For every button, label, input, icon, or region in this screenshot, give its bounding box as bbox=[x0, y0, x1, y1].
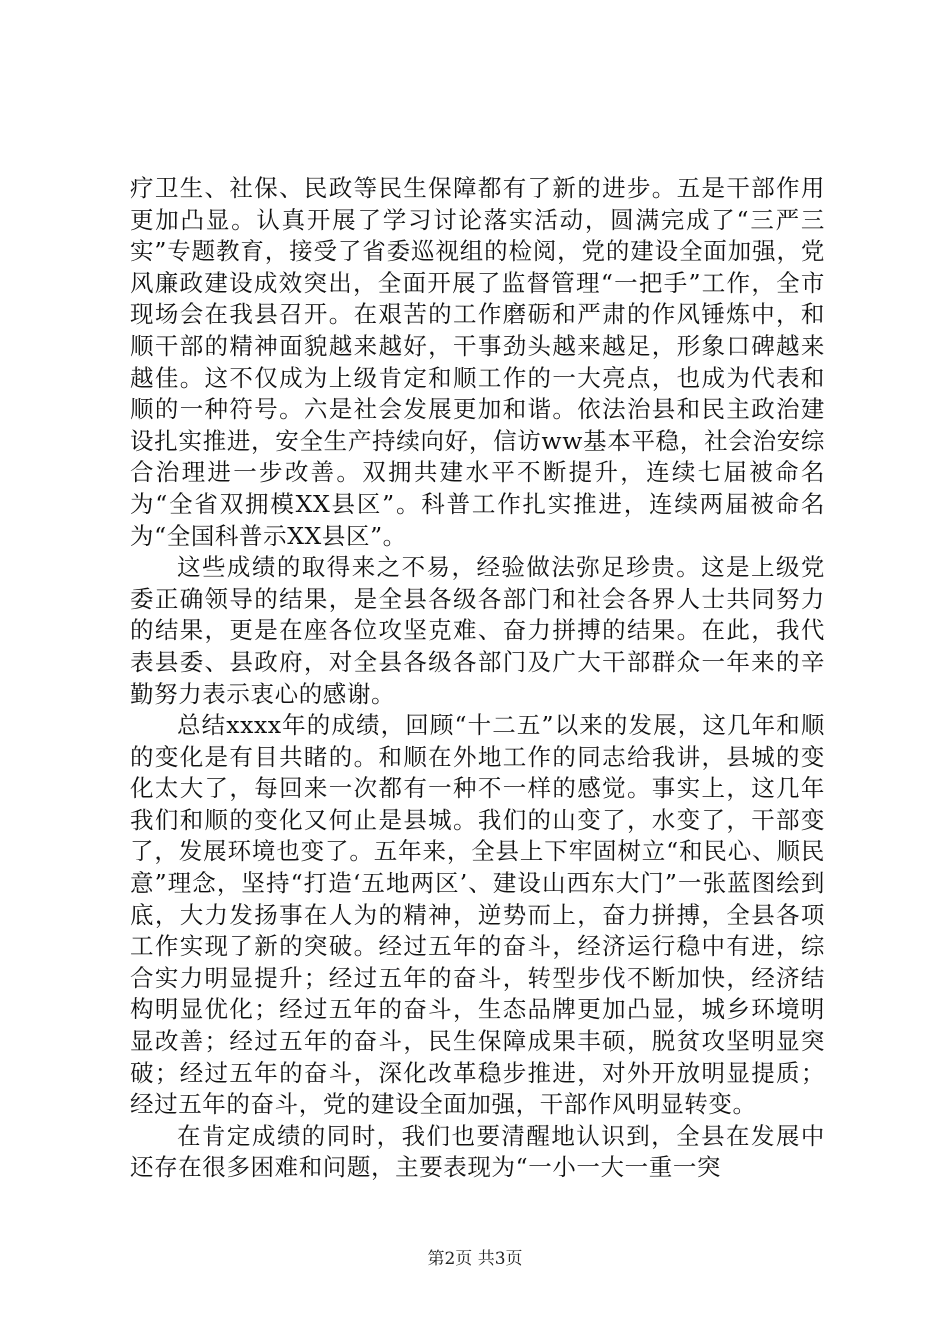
paragraph-2: 这些成绩的取得来之不易，经验做法弥足珍贵。这是上级党委正确领导的结果，是全县各级各部门和社会各界人士共同努力的结果，更是在座各位攻坚克难、奋力拼搏的结果。在此，我代表县委、县政府，对全县各级各部门及广大干部群众一年来的辛勤努力表示衷心的感谢。 bbox=[130, 553, 825, 708]
paragraph-3: 总结xxxx年的成绩，回顾“十二五”以来的发展，这几年和顺的变化是有目共睹的。和顺在外地工作的同志给我讲，县城的变化太大了，每回来一次都有一种不一样的感觉。事实上，这几年我们和顺的变化又何止是县城。我们的山变了，水变了，干部变了，发展环境也变了。五年来，全县上下牢固树立“和民心、顺民意”理念，坚持“打造‘五地两区’、建设山西东大门”一张蓝图绘到底，大力发扬事在人为的精神，逆势而上，奋力拼搏，全县各项工作实现了新的突破。经过五年的奋斗，经济运行稳中有进，综合实力明显提升；经过五年的奋斗，转型步伐不断加快，经济结构明显优化；经过五年的奋斗，生态品牌更加凸显，城乡环境明显改善；经过五年的奋斗，民生保障成果丰硕，脱贫攻坚明显突破；经过五年的奋斗，深化改革稳步推进，对外开放明显提质；经过五年的奋斗，党的建设全面加强，干部作风明显转变。 bbox=[130, 711, 825, 1119]
page-number-footer: 第2页 共3页 bbox=[427, 1249, 523, 1269]
paragraph-4: 在肯定成绩的同时，我们也要清醒地认识到，全县在发展中还存在很多困难和问题，主要表现为“一小一大一重一突 bbox=[130, 1121, 825, 1182]
document-body bbox=[130, 173, 825, 1184]
paragraph-1: 疗卫生、社保、民政等民生保障都有了新的进步。五是干部作用更加凸显。认真开展了学习讨论落实活动，圆满完成了“三严三实”专题教育，接受了省委巡视组的检阅，党的建设全面加强，党风廉政建设成效突出，全面开展了监督管理“一把手”工作，全市现场会在我县召开。在艰苦的工作磨砺和严肃的作风锤炼中，和顺干部的精神面貌越来越好，干事劲头越来越足，形象口碑越来越佳。这不仅成为上级肯定和顺工作的一大亮点，也成为代表和顺的一种符号。六是社会发展更加和谐。依法治县和民主政治建设扎实推进，安全生产持续向好，信访ww基本平稳，社会治安综合治理进一步改善。双拥共建水平不断提升，连续七届被命名为“全省双拥模XX县区”。科普工作扎实推进，连续两届被命名为“全国科普示XX县区”。 bbox=[130, 174, 825, 550]
